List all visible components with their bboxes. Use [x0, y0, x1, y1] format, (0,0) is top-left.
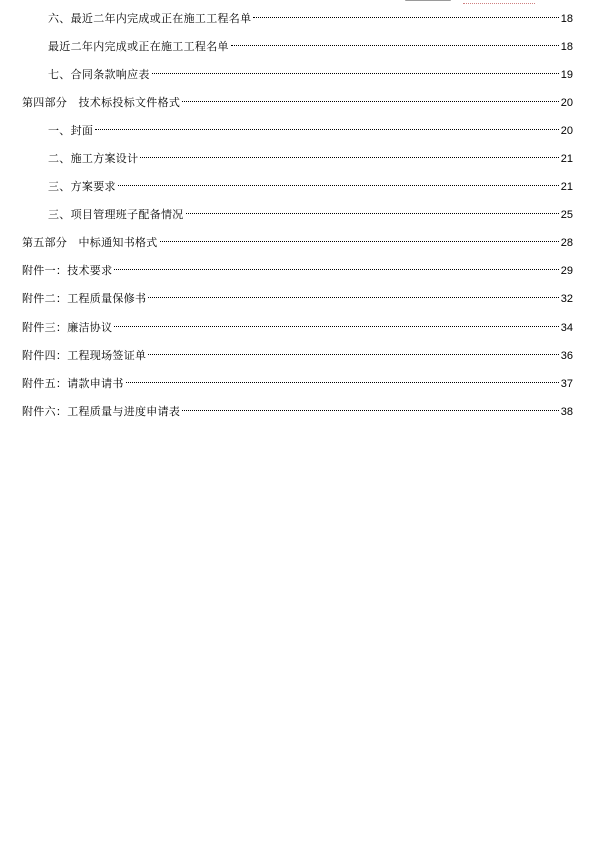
- toc-entry[interactable]: [48, 149, 573, 169]
- toc-dot-leader: [182, 410, 559, 411]
- toc-entry[interactable]: [22, 261, 573, 281]
- toc-entry-title: 附件五：请款申请书: [22, 377, 124, 390]
- toc-page-number: 32: [560, 293, 573, 305]
- toc-entry-title: 附件六：工程质量与进度申请表: [22, 405, 181, 418]
- toc-entry-title: 七、合同条款响应表: [48, 68, 150, 81]
- toc-entry-title: 第四部分 技术标投标文件格式: [22, 96, 181, 109]
- toc-entry-title: 最近二年内完成或正在施工工程名单: [48, 40, 229, 53]
- toc-dot-leader: [182, 101, 559, 102]
- toc-entry-title: 附件四：工程现场签证单: [22, 349, 147, 362]
- toc-entry[interactable]: [22, 318, 573, 338]
- toc-dot-leader: [231, 45, 559, 46]
- toc-entry[interactable]: [22, 233, 573, 253]
- toc-entry-title: 三、项目管理班子配备情况: [48, 208, 184, 221]
- cropped-text-fragment: [405, 0, 451, 1]
- toc-dot-leader: [140, 157, 558, 158]
- toc-entry-title: 三、方案要求: [48, 180, 116, 193]
- toc-dot-leader: [95, 129, 559, 130]
- toc-page-number: 18: [560, 13, 573, 25]
- toc-entry-title: 六、最近二年内完成或正在施工工程名单: [48, 12, 252, 25]
- toc-page-number: 25: [560, 209, 573, 221]
- toc-dot-leader: [186, 213, 559, 214]
- toc-dot-leader: [126, 382, 559, 383]
- toc-dot-leader: [152, 73, 559, 74]
- cropped-header-fragment: [405, 0, 535, 6]
- toc-page-number: 29: [560, 265, 573, 277]
- toc-entry-title: 附件一：技术要求: [22, 264, 113, 277]
- spellcheck-underline: [463, 0, 535, 4]
- toc-page-number: 19: [560, 69, 573, 81]
- toc-page-number: 34: [560, 322, 573, 334]
- toc-page-number: 36: [560, 350, 573, 362]
- toc-entry[interactable]: [48, 205, 573, 225]
- toc-page-number: 21: [560, 181, 573, 193]
- toc-entry-title: 一、封面: [48, 124, 94, 137]
- toc-page-number: 20: [560, 125, 573, 137]
- toc-entry-title: 附件三：廉洁协议: [22, 321, 113, 334]
- toc-entry[interactable]: [22, 346, 573, 366]
- toc-dot-leader: [253, 17, 558, 18]
- toc-entry[interactable]: [48, 9, 573, 29]
- toc-dot-leader: [114, 326, 558, 327]
- toc-dot-leader: [148, 297, 558, 298]
- toc-entry-title: 附件二：工程质量保修书: [22, 292, 147, 305]
- toc-dot-leader: [160, 241, 559, 242]
- toc-page-number: 37: [560, 378, 573, 390]
- toc-entry[interactable]: [22, 374, 573, 394]
- toc-page-number: 20: [560, 97, 573, 109]
- toc-entry[interactable]: [48, 37, 573, 57]
- toc-entry[interactable]: [22, 289, 573, 309]
- toc-page-number: 38: [560, 406, 573, 418]
- toc-entry-title: 二、施工方案设计: [48, 152, 139, 165]
- toc-dot-leader: [148, 354, 558, 355]
- toc-page-number: 18: [560, 41, 573, 53]
- toc-entry-title: 第五部分 中标通知书格式: [22, 236, 158, 249]
- toc-page-number: 28: [560, 237, 573, 249]
- toc-entry[interactable]: [22, 93, 573, 113]
- toc-entry[interactable]: [48, 177, 573, 197]
- toc-page-number: 21: [560, 153, 573, 165]
- toc-entry[interactable]: [22, 402, 573, 422]
- toc-entry[interactable]: [48, 65, 573, 85]
- toc-entry[interactable]: [48, 121, 573, 141]
- toc-dot-leader: [114, 269, 558, 270]
- toc-dot-leader: [118, 185, 559, 186]
